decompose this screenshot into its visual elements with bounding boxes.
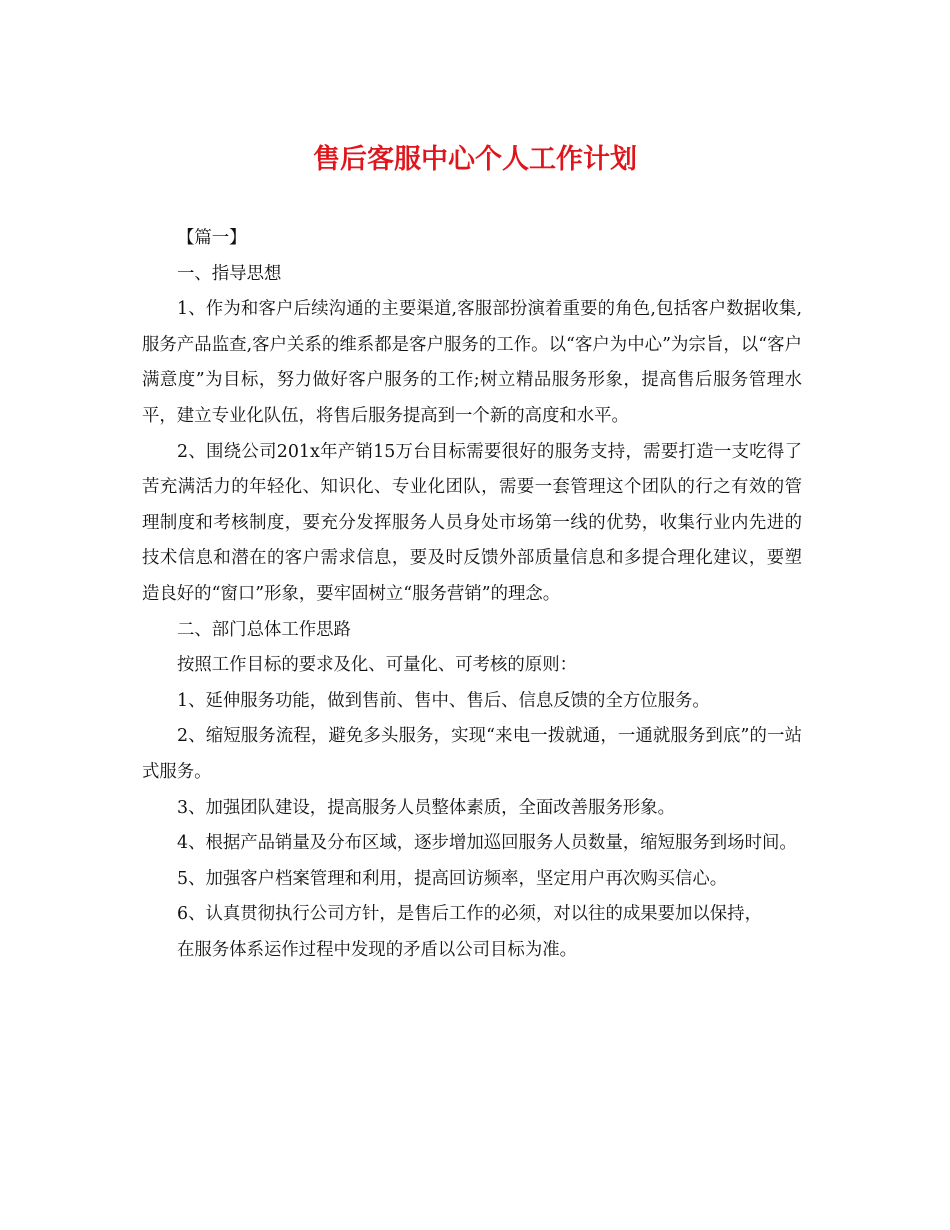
paragraph-1: 1、作为和客户后续沟通的主要渠道,客服部扮演着重要的角色,包括客户数据收集,服务产品监查,客户关系的维系都是客户服务的工作。以“客户为中心”为宗旨，以“客户满意度”为目标，努力做好客户服务的工作;树立精品服务形象，提高售后服务管理水平，建立专业化队伍，将售后服务提高到一个新的高度和水平。 <box>142 299 802 426</box>
document-body <box>142 221 802 968</box>
list-item-4: 4、根据产品销量及分布区域，逐步增加巡回服务人员数量，缩短服务到场时间。 <box>177 833 797 854</box>
list-item-3: 3、加强团队建设，提高服务人员整体素质，全面改善服务形象。 <box>177 797 676 818</box>
list-item-2: 2、缩短服务流程，避免多头服务，实现“来电一拨就通，一通就服务到底”的一站式服务。 <box>142 726 802 782</box>
list-item-6: 6、认真贯彻执行公司方针，是售后工作的必须，对以往的成果要加以保持， <box>177 904 762 925</box>
heading-work-approach: 二、部门总体工作思路 <box>177 619 351 640</box>
section-label: 【篇一】 <box>177 228 247 248</box>
paragraph-principles: 按照工作目标的要求及化、可量化、可考核的原则： <box>177 655 577 676</box>
paragraph-2: 2、围绕公司201x年产销15万台目标需要很好的服务支持，需要打造一支吃得了苦充满活力的年轻化、知识化、专业化团队，需要一套管理这个团队的行之有效的管理制度和考核制度，要充分发挥服务人员身处市场第一线的优势，收集行业内先进的技术信息和潜在的客户需求信息，要及时反馈外部质量信息和多提合理化建议，要塑造良好的“窗口”形象，要牢固树立“服务营销”的理念。 <box>142 441 802 604</box>
document-title: 售后客服中心个人工作计划 <box>313 144 637 175</box>
list-item-5: 5、加强客户档案管理和利用，提高回访频率，坚定用户再次购买信心。 <box>177 868 728 889</box>
list-item-1: 1、延伸服务功能，做到售前、售中、售后、信息反馈的全方位服务。 <box>177 690 710 711</box>
heading-guiding-thought: 一、指导思想 <box>177 263 282 284</box>
list-item-6-continuation: 在服务体系运作过程中发现的矛盾以公司目标为准。 <box>177 939 577 960</box>
